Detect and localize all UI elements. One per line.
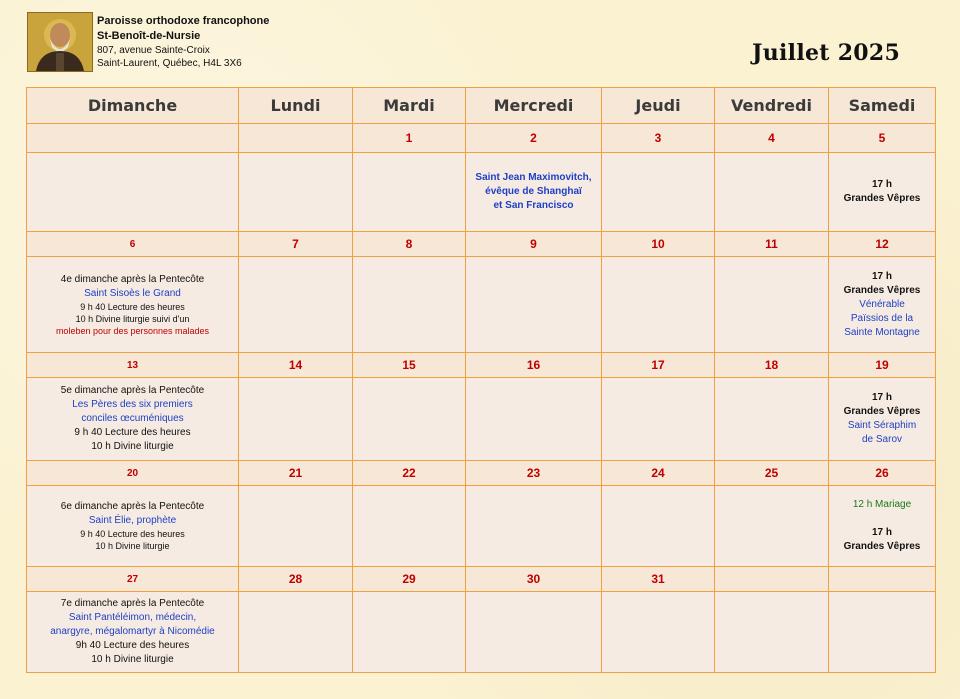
date-number: 16	[466, 353, 602, 378]
event-line: Vénérable	[859, 298, 905, 310]
date-number: 31	[602, 567, 715, 592]
day-cell	[602, 153, 715, 232]
address-line2: Saint-Laurent, Québec, H4L 3X6	[97, 58, 242, 69]
day-cell	[466, 486, 602, 567]
date-row	[27, 124, 936, 153]
date-number: 30	[466, 567, 602, 592]
day-cell	[829, 592, 936, 673]
day-cell	[829, 153, 936, 232]
address-line1: 807, avenue Sainte-Croix	[97, 45, 210, 56]
day-cell	[466, 257, 602, 353]
date-number	[239, 124, 353, 153]
events-row	[27, 153, 936, 232]
day-cell	[715, 486, 829, 567]
date-number: 10	[602, 232, 715, 257]
event-line: 17 h	[871, 179, 892, 190]
event-line: 10 h Divine liturgie	[91, 441, 174, 452]
date-number: 1	[353, 124, 466, 153]
weekday-header: Vendredi	[715, 88, 829, 124]
day-cell	[353, 486, 466, 567]
event-line: de Sarov	[861, 434, 903, 445]
day-cell	[353, 592, 466, 673]
event-line: évêque de Shanghaï	[485, 186, 582, 197]
events-row	[27, 592, 936, 673]
event-line: 9 h 40 Lecture des heures	[80, 301, 185, 312]
event-line: Sainte Montagne	[844, 326, 920, 338]
day-cell	[239, 378, 353, 461]
date-row	[27, 353, 936, 378]
date-number: 12	[829, 232, 936, 257]
date-number: 3	[602, 124, 715, 153]
event-line: 9h 40 Lecture des heures	[75, 640, 190, 651]
event-line: 12 h Mariage	[852, 499, 912, 510]
weekday-header: Mercredi	[466, 88, 602, 124]
day-cell	[239, 486, 353, 567]
date-number: 26	[829, 461, 936, 486]
day-cell	[829, 486, 936, 567]
event-line: Saint Pantéléimon, médecin,	[68, 612, 197, 623]
date-number	[27, 124, 239, 153]
event-line: moleben pour des personnes malades	[55, 325, 210, 336]
weekday-header: Dimanche	[27, 88, 239, 124]
event-line: Saint Sisoès le Grand	[84, 287, 181, 299]
event-line: Saint Jean Maximovitch,	[475, 172, 592, 183]
date-number: 4	[715, 124, 829, 153]
day-cell	[353, 378, 466, 461]
day-cell	[466, 378, 602, 461]
date-number: 29	[353, 567, 466, 592]
event-line: 9 h 40 Lecture des heures	[80, 529, 185, 539]
weekday-header: Jeudi	[602, 88, 715, 124]
day-cell	[602, 257, 715, 353]
day-cell	[466, 592, 602, 673]
event-line: Grandes Vêpres	[843, 193, 921, 204]
weekday-header: Lundi	[239, 88, 353, 124]
event-line: 17 h	[871, 270, 892, 282]
event-line: Grandes Vêpres	[843, 541, 921, 552]
event-line: Grandes Vêpres	[843, 406, 921, 417]
event-line: 17 h	[871, 392, 892, 403]
saint-icon-image	[27, 12, 93, 72]
date-number: 8	[353, 232, 466, 257]
date-row	[27, 232, 936, 257]
date-number: 13	[27, 353, 239, 378]
calendar-table	[26, 87, 936, 673]
day-cell	[602, 486, 715, 567]
events-row	[27, 486, 936, 567]
event-line: Païssios de la	[850, 312, 914, 324]
day-cell	[27, 378, 239, 461]
parish-name-line2: St-Benoît-de-Nursie	[97, 30, 201, 42]
date-number: 18	[715, 353, 829, 378]
events-row	[27, 378, 936, 461]
event-line: 6e dimanche après la Pentecôte	[60, 501, 205, 512]
event-line: 9 h 40 Lecture des heures	[74, 427, 191, 438]
date-number: 24	[602, 461, 715, 486]
events-row	[27, 257, 936, 353]
weekday-header: Mardi	[353, 88, 466, 124]
month-title: Juillet 2025	[752, 40, 901, 66]
date-number: 2	[466, 124, 602, 153]
parish-name-line1: Paroisse orthodoxe francophone	[97, 15, 270, 27]
date-number	[829, 567, 936, 592]
date-number: 27	[27, 567, 239, 592]
day-cell	[239, 592, 353, 673]
date-number	[715, 567, 829, 592]
event-line: 5e dimanche après la Pentecôte	[60, 385, 205, 396]
day-cell	[715, 153, 829, 232]
day-cell	[239, 257, 353, 353]
date-number: 20	[27, 461, 239, 486]
date-number: 25	[715, 461, 829, 486]
day-cell	[829, 257, 936, 353]
event-line: 17 h	[871, 527, 892, 538]
event-line: Saint Élie, prophète	[88, 515, 177, 526]
event-line: conciles œcuméniques	[81, 413, 184, 424]
date-number: 19	[829, 353, 936, 378]
day-cell	[239, 153, 353, 232]
weekday-header-row	[27, 88, 936, 124]
event-line: Les Pères des six premiers	[72, 399, 193, 410]
event-line: et San Francisco	[493, 200, 574, 211]
day-cell	[27, 592, 239, 673]
event-line: 10 h Divine liturgie	[95, 541, 170, 551]
event-line: anargyre, mégalomartyr à Nicomédie	[50, 626, 215, 637]
day-cell	[27, 486, 239, 567]
day-cell	[27, 153, 239, 232]
date-number: 22	[353, 461, 466, 486]
day-cell	[715, 257, 829, 353]
day-cell	[602, 592, 715, 673]
event-line: Saint Séraphim	[847, 420, 917, 431]
parish-info	[97, 14, 269, 70]
event-line: 7e dimanche après la Pentecôte	[60, 598, 205, 609]
day-cell	[829, 378, 936, 461]
event-line: 10 h Divine liturgie suivi d'un	[75, 313, 190, 324]
date-number: 15	[353, 353, 466, 378]
day-cell	[353, 153, 466, 232]
day-cell	[466, 153, 602, 232]
weekday-header: Samedi	[829, 88, 936, 124]
date-number: 23	[466, 461, 602, 486]
date-number: 6	[27, 232, 239, 257]
day-cell	[353, 257, 466, 353]
date-number: 21	[239, 461, 353, 486]
date-number: 5	[829, 124, 936, 153]
day-cell	[27, 257, 239, 353]
date-row	[27, 461, 936, 486]
event-line: 10 h Divine liturgie	[91, 654, 174, 665]
date-number: 17	[602, 353, 715, 378]
event-line: Grandes Vêpres	[843, 284, 921, 296]
date-number: 14	[239, 353, 353, 378]
day-cell	[602, 378, 715, 461]
date-row	[27, 567, 936, 592]
date-number: 9	[466, 232, 602, 257]
day-cell	[715, 592, 829, 673]
event-line	[829, 512, 935, 526]
date-number: 28	[239, 567, 353, 592]
date-number: 11	[715, 232, 829, 257]
event-line: 4e dimanche après la Pentecôte	[60, 273, 205, 285]
day-cell	[715, 378, 829, 461]
date-number: 7	[239, 232, 353, 257]
